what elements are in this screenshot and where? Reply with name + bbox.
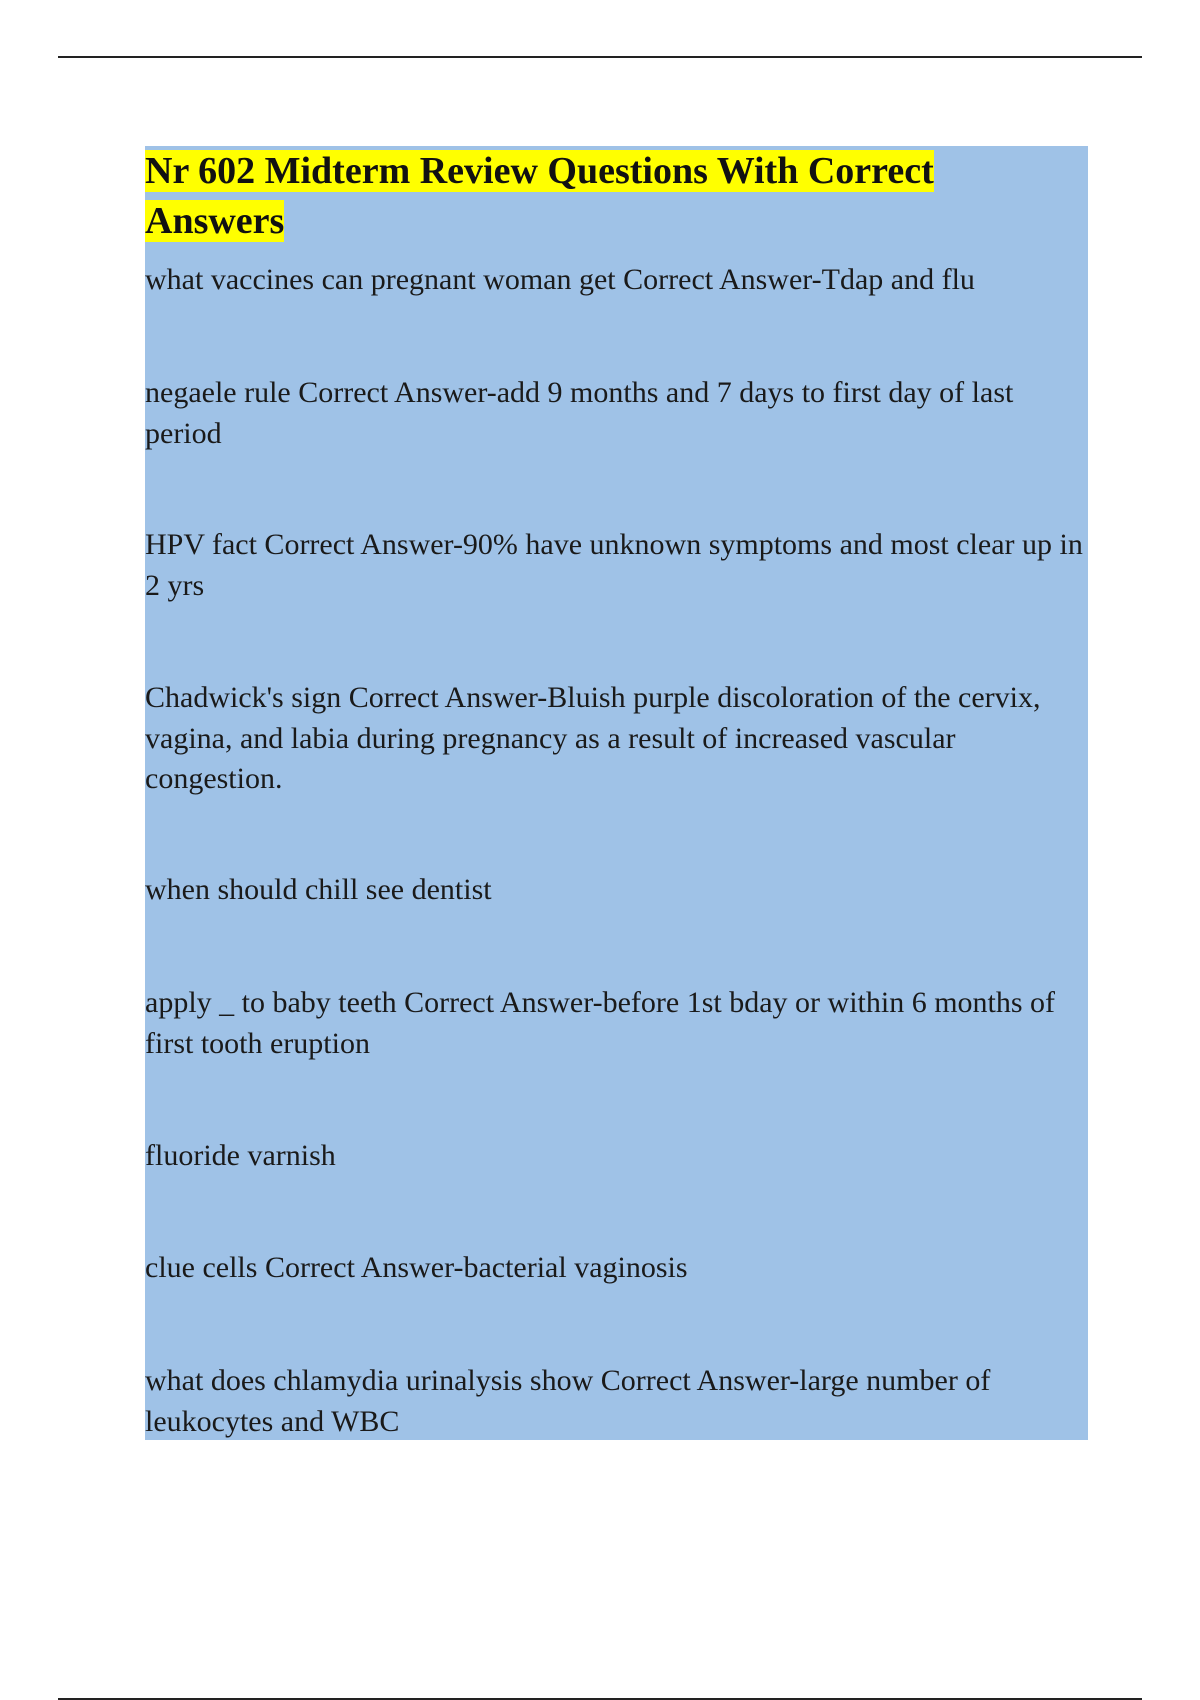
content-panel — [145, 146, 1088, 1440]
qa-entry-hpv: HPV fact Correct Answer-90% have unknown symptoms and most clear up in 2 yrs — [145, 528, 1083, 602]
document-title-text: Nr 602 Midterm Review Questions With Correct Answers — [145, 150, 934, 242]
qa-entry-baby-teeth: apply _ to baby teeth Correct Answer-before 1st bday or within 6 months of first tooth eruption — [145, 986, 1056, 1060]
qa-entry-clue-cells: clue cells Correct Answer-bacterial vaginosis — [145, 1251, 688, 1284]
qa-entry-chlamydia: what does chlamydia urinalysis show Correct Answer-large number of leukocytes and WBC — [145, 1364, 991, 1438]
qa-entry-fluoride: fluoride varnish — [145, 1139, 336, 1172]
header-rule — [58, 56, 1142, 58]
qa-entry-dentist: when should chill see dentist — [145, 873, 492, 906]
qa-entry-naegele-rule: negaele rule Correct Answer-add 9 months and 7 days to first day of last period — [145, 376, 1014, 450]
qa-entry-vaccines: what vaccines can pregnant woman get Correct Answer-Tdap and flu — [145, 263, 975, 296]
qa-entry-chadwicks-sign: Chadwick's sign Correct Answer-Bluish purple discoloration of the cervix, vagina, and labia during pregnancy as a result of increased vascular congestion. — [145, 681, 1041, 795]
document-title — [145, 146, 1005, 246]
